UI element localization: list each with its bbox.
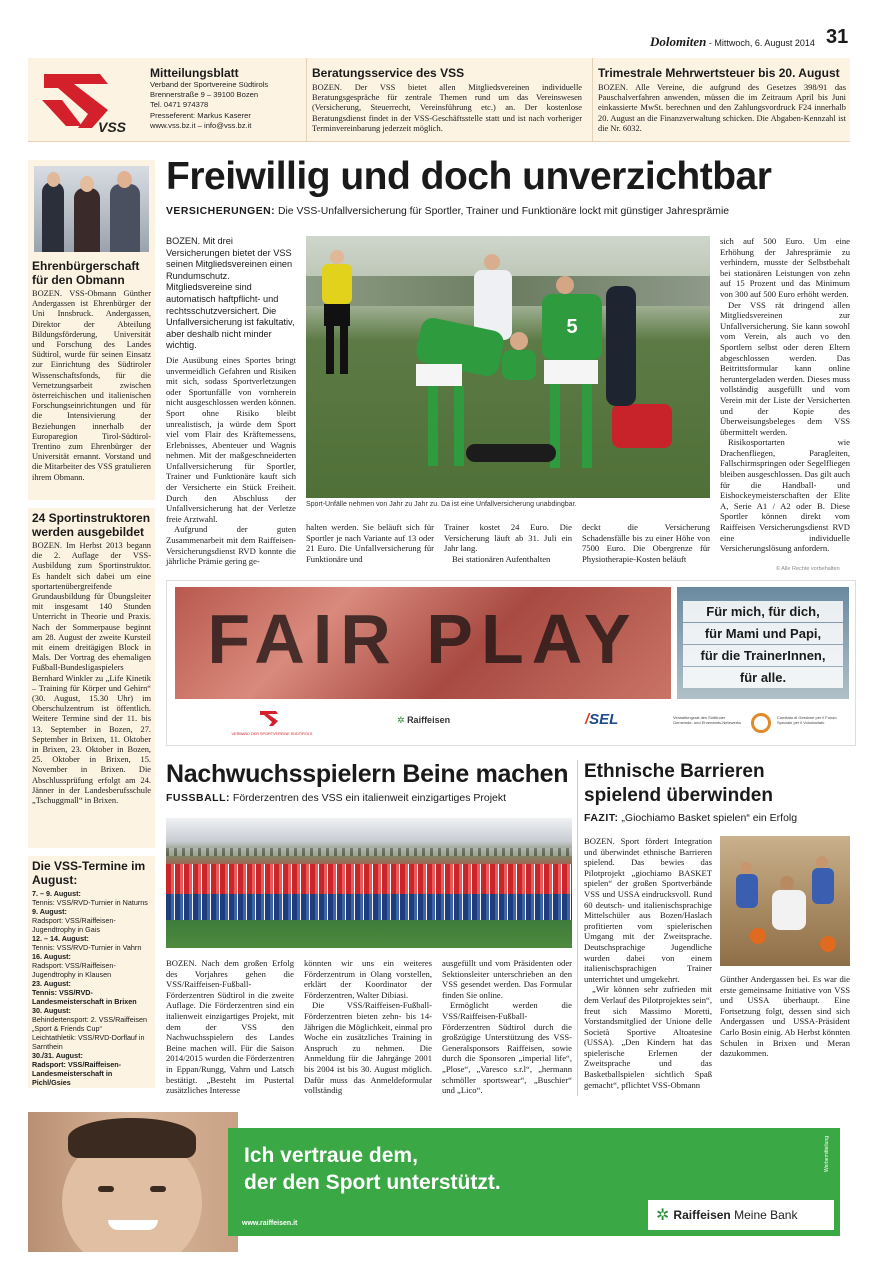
youth-col1-text: BOZEN. Nach dem großen Erfolg des Vorjahres gehen die VSS/Raiffeisen-Fußball-Förderzentren Südtirol in die zweite Auflage. Die Förderzentren sind ein italienweit einzigartiges Projekt, mit dem der VSS den Nachwuchsspielern des Landes Beine machen will. Für die Saison 2014/2015 wurden die Förderzentren in Eppan/Rungg, Vahrn und Latsch bestätigt. „Besteht im Pustertal zusätzliches Interesse [166,958,294,1096]
basket-photo [720,836,850,966]
vss-info [150,66,300,131]
box-service [312,66,582,134]
termin-date: 16. August: [32,952,71,961]
box-service-text: BOZEN. Der VSS bietet allen Mitgliedsvereinen individuelle Beratungsgespräche für zentrale Themen rund um das Vereinswesen (Versicherung, Steuerrecht, Vereinsführung etc.) an. Der kostenlose Beratungsdienst findet in der VSS-Geschäftsstelle statt und ist nach vorheriger Terminvereinbarung jederzeit möglich. [312,83,582,133]
main-col-1 [166,236,296,567]
side2-title: 24 Sportinstruktoren werden ausgebildet [32,511,151,539]
side1-title: Ehrenbürgerschaft für den Obmann [32,259,140,287]
side3-title: Die VSS-Termine im August: [32,859,146,887]
sponsor-vss-label: VERBAND DER SPORTVEREINE SÜDTIROLS [231,732,313,736]
vss-line: Brennerstraße 9 – 39100 Bozen [150,90,259,100]
youth-col2b-text: Die VSS/Raiffeisen-Fußball-Förderzentren bieten zehn- bis 14-Jährigen die Möglichkeit, einmal pro Woche ein zusätzliches Training in Anspruch zu nehmen. Die Anmeldung für die Jahrgänge 2001 bis 2004 ist bis 30. August möglich. Dafür muss das Anmeldeformular vollständig [304,1000,432,1096]
termin-text: Radsport: VSS/Raiffeisen-Jugendtrophy in Klausen [32,961,116,979]
bank-brand: Raiffeisen [673,1208,731,1222]
sidebar-box-2 [28,508,155,848]
bank-claim: Meine Bank [734,1208,798,1222]
sponsor-raiffeisen: ✲ Raiffeisen [397,715,451,725]
main-kicker-label: VERSICHERUNGEN: [166,206,276,217]
bank-line-1: Ich vertraue dem, [244,1144,418,1167]
termin-text: Behindertensport: 2. VSS/Raiffeisen „Sport & Friends Cup“ [32,1015,147,1033]
main-headline: Freiwillig und doch unverzichtbar [166,155,772,198]
box-tax-title: Trimestrale Mehrwertsteuer bis 20. August [598,66,840,80]
termin-item [28,979,155,1006]
fairplay-ad [166,580,856,746]
masthead-line: Dolomiten - Mittwoch, 6. August 2014 [650,34,815,49]
bank-line-2: der den Sport unterstützt. [244,1171,501,1194]
bank-logo [648,1200,834,1230]
main-lead: BOZEN. Mit drei Versicherungen bietet der VSS seinen Mitgliedsvereinen einen Rundumschutz. Mitgliedsvereine sind automatisch haftpflicht- und rechtsschutzversichert. Die Unfallversicherung ist fakultativ, aber deshalb nicht minder wichtig. [166,236,295,351]
termin-item [28,952,155,979]
fairplay-slogan: für die TrainerInnen, [683,645,843,666]
issue-date: Mittwoch, 6. August 2014 [714,38,815,48]
main-photo [306,236,710,498]
fairplay-text: FAIR PLAY [207,600,639,678]
termin-date: 30./31. August: [32,1051,83,1060]
main-col1-text: Die Ausübung eines Sportes bringt unvermeidlich Gefahren und Risiken mit sich, sodass Sportverletzungen oder Sportunfälle von vornherein nicht ausgeschlossen werden können. Sport ohne Risiko bleibt unrealistisch, ja würde dem Sport viel vom Flair des Kräftemessens, Erlebnisses, Abenteuer und Wagnis nehmen. Mit der maßgeschneiderten Unfallversicherung für Sportler, Trainer und Funktionäre kauft sich der Versicherte ein Stück Freiheit. Durch den Abschluss der Unfallversicherung hat der Verletze freie Arztwahl. [166,354,296,524]
termin-text: Tennis: VSS/RVD-Turnier in Naturns [32,898,148,907]
vss-line: Presseferent: Markus Kaserer [150,110,251,120]
main-kicker [166,206,856,217]
ethnic-kicker-label: FAZIT: [584,812,619,824]
vss-line: Verband der Sportvereine Südtirols [150,80,269,89]
bank-ad [28,1112,850,1252]
honor-photo [34,166,149,252]
vss-mini-logo-icon [258,709,286,727]
youth-headline: Nachwuchsspielern Beine machen [166,760,569,788]
ethnic-col-1 [584,836,712,1090]
termin-item [28,1033,155,1051]
termin-text: Leichtathletik: VSS/RVD-Dorflauf in Sarnthein [32,1033,145,1051]
raiffeisen-mini-icon: ✲ [397,715,405,725]
main-col2-text: halten werden. Sie beläuft sich für Sportler je nach Variante auf 13 oder 21 Euro. Die Unfallversicherung für Funktionäre und [306,522,434,564]
fairplay-slogan: Für mich, für dich, [683,601,843,622]
termin-item [28,934,155,952]
termine-list [28,889,155,1087]
vss-logo-icon [38,70,142,136]
main-col5b-text: Der VSS rät dringend allen Mitgliedsvereinen zur Unfallversicherung. Sie kann sowohl vom Verein, als auch vo den Sportlern selbst oder deren Eltern abgeschlossen werden. Das Beitrittsformular kann online heruntergeladen werden. Dieses muss vollständig ausgefüllt und vom Verein mit der Liste der Versicherten und der Kopie des Überweisungsbeleges dem VSS übermittelt werden. [720,299,850,437]
termin-text: Tennis: VSS/RVD-Turnier in Vahrn [32,943,142,952]
player-number: 5 [566,315,578,338]
main-col3b-text: Bei stationären Aufenthalten [452,553,551,564]
sidebar-box-3 [28,856,155,1088]
bank-side-note: Werbemitteilung [824,1136,830,1173]
main-col5-text: sich auf 500 Euro. Um eine Erhöhung der Jahresprämie zu verhindern, musste der Selbstbehalt bei stationären Leistungen von zehn auf 15 Prozent und das Minimum von 300 auf 500 Euro erhöht werden. [720,236,850,299]
main-photo-caption: Sport-Unfälle nehmen von Jahr zu Jahr zu. Da ist eine Unfallversicherung unabdingbar. [306,501,577,508]
sponsor-net: Verwaltungsrat des Südtiroler Gemeinde- und Ehrenamts-Netzwerks [673,715,742,725]
paper-name: Dolomiten [650,34,707,49]
youth-col-2 [304,958,432,1096]
main-kicker-text: Die VSS-Unfallversicherung für Sportler, Trainer und Funktionäre lockt mit günstiger Jahresprämie [278,206,730,217]
sponsor-comitato: Comitato di Gestione per il Fondo Speciale per il Volontariato [777,715,837,725]
vss-title: Mitteilungsblatt [150,66,239,80]
main-col3-text: Trainer kostet 24 Euro. Die Versicherung läuft ab 31. Juli ein Jahr lang. [444,522,572,554]
termin-text: Tennis: VSS/RVD-Landesmeisterschaft in Brixen [32,988,137,1006]
page-number: 31 [826,26,849,48]
youth-kicker-label: FUSSBALL: [166,792,230,804]
youth-photo [166,818,572,948]
termin-item [28,1051,155,1087]
side2-text: BOZEN. Im Herbst 2013 begann die 2. Auflage der VSS-Ausbildung zum Sportinstruktor. Es handelt sich dabei um eine sportartenübergreifende Grundausbildung für Übungsleiter mit insgesamt 140 Stunden Unterricht in Theorie und Praxis. Nach der Sommerpause beginnt am 28. August der zweite Kursteil mit einem dreitägigen Block in Mals. Der Vortrag des ehemaligen Fußball-Bundesligaspielers Bernhard Winkler zu „Life Kinetik – Training für Körper und Gehirn“ (30. August, 15.30 Uhr) im Oberschulzentrum ist öffentlich. Weitere Termine sind der 11. bis 13. September in Bozen, 27. September in Brixen, 11. Oktober in Brixen, 23. Oktober in Bozen, 25. Oktober in Brixen, 15. November in Brixen. Die Abschlussprüfung erfolgt am 24. Jänner in der Landesberufsschule „Tschuggmall“ in Brixen. [32,541,151,806]
main-col-2 [306,522,434,564]
ethnic-col-2 [720,974,850,1059]
bank-url[interactable]: www.raiffeisen.it [242,1220,298,1227]
termin-text: Radsport: VSS/Raiffeisen-Landesmeisterschaft in Pichl/Gsies [32,1060,122,1087]
youth-col2-text: könnten wir uns ein weiteres Förderzentrum in Olang vorstellen, erklärt der Koordinator der Förderzentren, Walter Dibiasi. [304,958,432,1000]
youth-kicker-text: Förderzentren des VSS ein italienweit einzigartiges Projekt [232,792,507,804]
main-col1b-text: Aufgrund der guten Zusammenarbeit mit dem Raiffeisen-Versicherungsdienst RVD konnte die jährliche Prämie gering ge- [166,524,296,567]
raiffeisen-gable-icon: ✲ [656,1207,670,1224]
youth-col-3 [442,958,572,1096]
vss-line: www.vss.bz.it – info@vss.bz.it [150,120,252,130]
side1-text: BOZEN. VSS-Obmann Günther Andergassen ist Ehrenbürger der Uni Innsbruck. Andergassen, Direktor der Abteilung Bildungsförderung, Universität und Forschung des Landes Südtirol, wurde für seinen Einsatz zur Einrichtung des Südtiroler Wissenschaftsfonds, für die Vernetzungsarbeit zwischen österreichischen und italienischen Forschungseinrichtungen und für die Intensivierung der Beziehungen innerhalb der Europaregion Tirol-Südtirol-Trentino zum Ehrenbürger der Universität ernannt. Vorstand und die Mitarbeiter des VSS gratulieren ihrem Obmann. [32,289,151,482]
termin-date: 9. August: [32,907,67,916]
termin-item [28,889,155,907]
termin-date: 12. – 14. August: [32,934,89,943]
termin-item [28,1006,155,1033]
termin-item [28,907,155,934]
sidebar-box-1 [28,160,155,500]
vss-logo [38,70,142,136]
ethnic-headline-2: spielend überwinden [584,785,773,806]
main-col4-text: deckt die Versicherung Schadensfälle bis zu einer Höhe von 7500 Euro. Die Obergrenze für Physiotherapie-Kosten beläuft [582,522,710,564]
vss-line: Tel. 0471 974378 [150,100,209,110]
ethnic-headline-1: Ethnische Barrieren [584,761,765,782]
youth-col3-text: ausgefüllt und vom Präsidenten oder Sektionsleiter unterschrieben an den VSS gesendet werden. Das Formular finden Sie online. [442,958,572,1000]
ethnic-col2-text: Günther Andergassen bei. Es war die erste gemeinsame Initiative von VSS und USSA überhaupt. Eine Fortsetzung folgt, dessen sind sich Andergassen und USSA-Präsident Carlo Bosin einig. Ab Herbst könnten Schulen in Brixen und Meran dazukommen. [720,974,850,1059]
comitato-logo-icon [751,713,771,733]
ethnic-kicker-text: „Giochiamo Basket spielen“ ein Erfolg [621,812,798,824]
sponsor-vss [217,709,327,736]
svg-text:VSS: VSS [98,119,127,135]
main-col-4 [582,522,710,564]
ethnic-headline [584,760,850,808]
fairplay-slogan: für Mami und Papi, [683,623,843,644]
termin-date: 7. – 9. August: [32,889,81,898]
youth-col3b-text: Ermöglicht werden die VSS/Raiffeisen-Fußball-Förderzentren Südtirol durch die großzügige Unterstützung des VSS-Generalsponsors Raiffeisen, sowie durch die Sponsoren „imperial life“, „Plose“, „Varesco s.r.l“, „hermann schmöller sportswear“, „Buschier“ und „Lico“. [442,1000,572,1096]
fairplay-slogan: für alle. [683,667,843,688]
ethnic-kicker [584,812,797,824]
main-col-3 [444,522,572,564]
box-tax [598,66,846,134]
termin-text: Radsport: VSS/Raiffeisen-Jugendtrophy in Gais [32,916,116,934]
termin-date: 30. August: [32,1006,71,1015]
box-tax-text: BOZEN. Alle Vereine, die aufgrund des Gesetzes 398/91 das Pauschalverfahren anwenden, müssen die im Zeitraum April bis Juni einkassierte MwSt. berechnen und den Zahlungsvordruck F24 innerhalb 20. August an die Finanzverwaltung schicken. Die Abgaben-Kennzahl ist die Nr. 6032. [598,83,846,133]
box-service-title: Beratungsservice des VSS [312,66,465,80]
ethnic-col1-text: BOZEN. Sport fördert Integration und überwindet ethnische Barrieren spielend. Das bewies das Pilotprojekt „giochiamo BASKET spielen“ der großen Sportverbände VSS und USSA eindrucksvoll. Rund 60 deutsch- und italienischsprachige Mittelschüler aus Bozen/Haslach profitierten vom spielerischen Umgang mit der Zweitsprache. Deutschsprachige Jugendliche wurden dabei von einem italienischsprachigen Trainer unterrichtet und umgekehrt. [584,836,712,984]
ethnic-col1b-text: „Wir können sehr zufrieden mit dem Verlauf des Pilotprojektes sein“, freut sich Massimo Moretti, Vorstandsmitglied der Unione delle Società Sportive Altoatesine (USSA). „Den Kindern hat das spielerische Erlernen der Zweitsprache und das Basketballspielen sichtlich Spaß gemacht“, pflichtet VSS-Obmann [584,984,712,1090]
termin-date: 23. August: [32,979,71,988]
sponsor-sel: /SEL [585,711,619,728]
main-col5c-text: Risikosportarten wie Drachenfliegen, Paragleiten, Fallschirmspringen oder Segelfliegen bleiben ausgeschlossen. Das gilt auch für die Handball- und Eishockeymeisterschaften der Elite A, Serie A1 / A2 oder B. Diese Sportler können direkt vom Raiffeisen Versicherungsdienst RVD eine individuelle Versicherungslösung anfordern. [720,437,850,554]
main-col-5 [720,236,850,554]
main-credit: © Alle Rechte vorbehalten [776,566,840,572]
youth-kicker [166,792,506,804]
youth-col-1 [166,958,294,1096]
